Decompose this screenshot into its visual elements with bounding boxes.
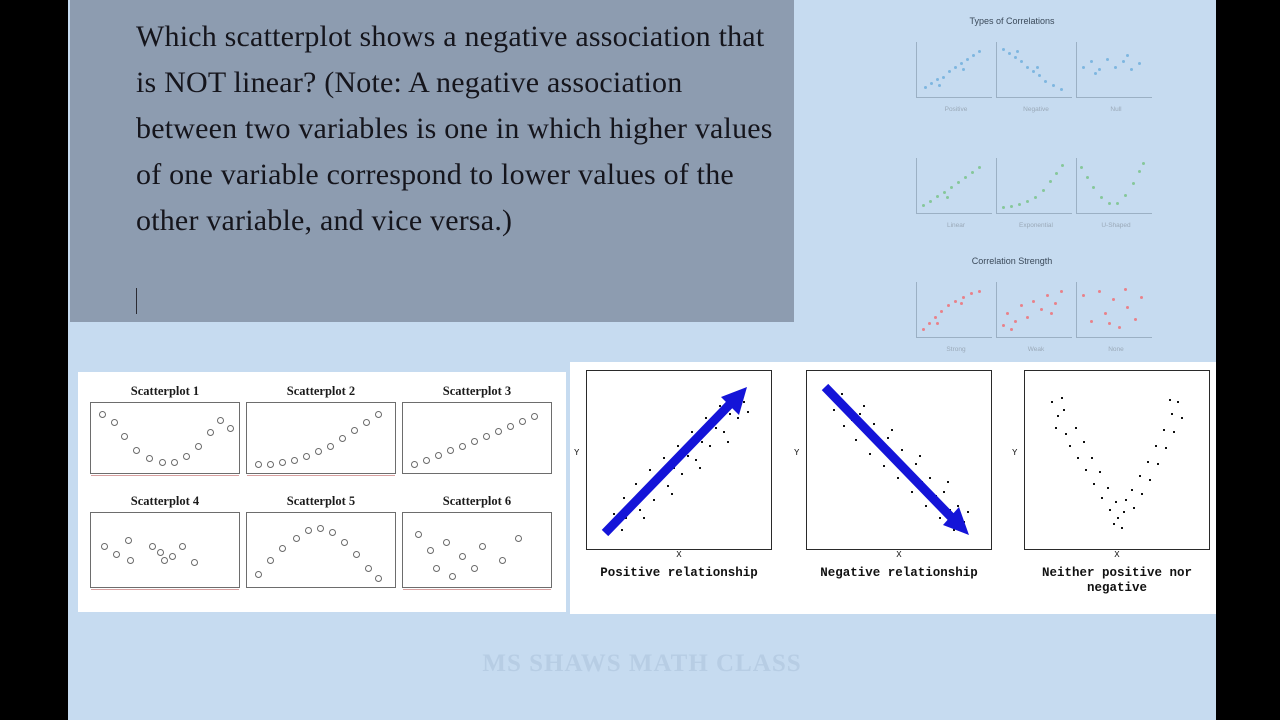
- axis-y: [916, 42, 917, 98]
- y-axis-label: Y: [794, 448, 800, 458]
- slide: [68, 0, 1216, 720]
- axis-x: [996, 213, 1072, 214]
- axis-x: [1076, 213, 1152, 214]
- axis-y: [1076, 282, 1077, 338]
- scatterplot-title: Scatterplot 3: [442, 384, 512, 398]
- axis-y: [996, 158, 997, 214]
- plot-frame: [1024, 370, 1210, 550]
- x-axis-label: X: [676, 550, 682, 560]
- figure-caption: Positive relationship: [600, 566, 758, 580]
- axis-x: [1076, 97, 1152, 98]
- scatterplot-5: [246, 494, 396, 588]
- watermark: MS SHAWS MATH CLASS: [482, 650, 802, 677]
- axis-x: [1076, 337, 1152, 338]
- y-axis-label: Y: [1012, 448, 1018, 458]
- mini-label: Linear: [946, 222, 966, 229]
- negative-relationship-figure: [794, 370, 992, 580]
- scatterplot-plot: [402, 512, 552, 588]
- scatterplot-3: [402, 384, 552, 474]
- negative-scatter-svg: [807, 371, 991, 549]
- axis-x: [916, 97, 992, 98]
- text-caret: [136, 288, 137, 314]
- neither-relationship-figure: [1012, 370, 1210, 595]
- correlation-strength-title: Correlation Strength: [971, 256, 1053, 266]
- scatterplot-4: [90, 494, 240, 588]
- mini-label: Weak: [1027, 346, 1045, 353]
- mini-chart-negative: [996, 42, 1076, 113]
- scatterplot-title: Scatterplot 1: [130, 384, 200, 398]
- positive-relationship-figure: [574, 370, 772, 580]
- mini-chart-u-shaped: [1076, 158, 1156, 229]
- scatterplot-6: [402, 494, 552, 588]
- mini-chart-none: [1076, 282, 1156, 353]
- mini-chart-weak: [996, 282, 1076, 353]
- u-shape-scatter-svg: [1025, 371, 1209, 549]
- scatterplot-plot: [402, 402, 552, 474]
- scatterplot-plot: [90, 402, 240, 474]
- mini-label: U-Shaped: [1101, 222, 1131, 229]
- mini-chart-positive: [916, 42, 996, 113]
- axis-x: [996, 337, 1072, 338]
- axis-y: [1076, 42, 1077, 98]
- question-box: [70, 0, 794, 322]
- scatterplot-options-card: [78, 372, 566, 612]
- scatterplot-title: Scatterplot 2: [286, 384, 356, 398]
- plot-frame: [586, 370, 772, 550]
- mini-label: Negative: [1023, 106, 1049, 113]
- scatterplot-1: [90, 384, 240, 474]
- scatterplot-plot: [246, 512, 396, 588]
- mini-label: None: [1108, 346, 1124, 353]
- mini-label: Positive: [944, 106, 968, 113]
- axis-y: [1076, 158, 1077, 214]
- plot-frame: [806, 370, 992, 550]
- scatterplot-plot: [246, 402, 396, 474]
- question-text: Which scatterplot shows a negative association that is NOT linear? (Note: A negative association between two variables is one in which higher values of one variable correspond to lower values of the other variable, and vice versa.): [136, 20, 773, 237]
- correlation-types-panel: [808, 0, 1216, 360]
- positive-scatter-svg: [587, 371, 771, 549]
- mini-chart-strong: [916, 282, 996, 353]
- y-axis-label: Y: [574, 448, 580, 458]
- scatterplot-title: Scatterplot 5: [286, 494, 356, 508]
- axis-y: [916, 282, 917, 338]
- mini-label: Null: [1110, 106, 1122, 113]
- figure-caption: Negative relationship: [820, 566, 978, 580]
- axis-y: [996, 42, 997, 98]
- axis-x: [916, 213, 992, 214]
- scatterplot-title: Scatterplot 6: [442, 494, 512, 508]
- x-axis-label: X: [1114, 550, 1120, 560]
- scatterplot-plot: [90, 512, 240, 588]
- mini-label: Strong: [946, 346, 966, 353]
- scatterplot-2: [246, 384, 396, 474]
- relationship-examples-card: [570, 362, 1216, 614]
- mini-chart-exponential: [996, 158, 1076, 229]
- figure-caption: Neither positive nor negative: [1041, 566, 1193, 595]
- types-of-correlations-title: Types of Correlations: [969, 16, 1055, 26]
- mini-chart-null: [1076, 42, 1156, 113]
- axis-x: [996, 97, 1072, 98]
- mini-label: Exponential: [1019, 222, 1053, 229]
- x-axis-label: X: [896, 550, 902, 560]
- axis-y: [916, 158, 917, 214]
- axis-y: [996, 282, 997, 338]
- scatterplot-title: Scatterplot 4: [130, 494, 200, 508]
- axis-x: [916, 337, 992, 338]
- mini-chart-linear: [916, 158, 996, 229]
